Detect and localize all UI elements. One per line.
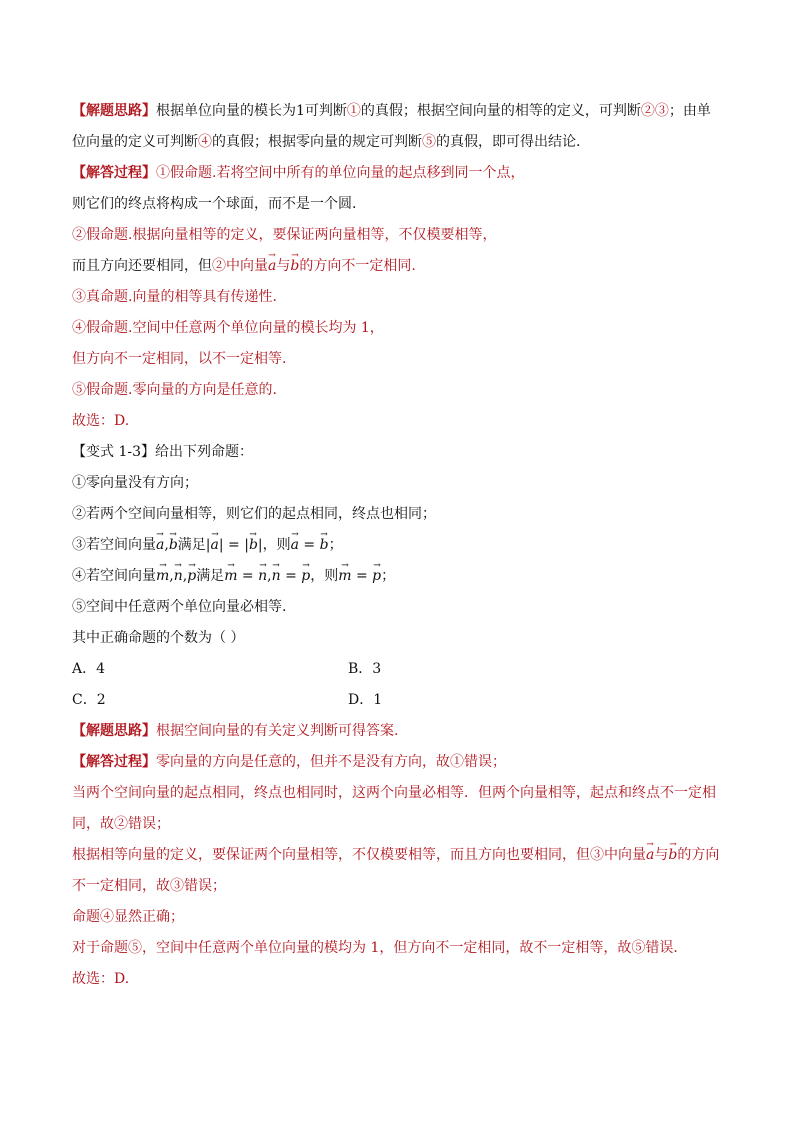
process-line-6: ④假命题.空间中任意两个单位向量的模长均为 1， [72,320,384,336]
statement-1: ①零向量没有方向； [72,475,198,491]
statement-2: ②若两个空间向量相等，则它们的起点相同，终点也相同； [72,506,436,522]
process-line-7: 但方向不一定相同，以不一定相等. [72,351,287,367]
process-b2-line-4: 命题④显然正确； [72,909,184,925]
option-d: D．1 [348,692,383,708]
statement-4: ④若空间向量→ m,→ n,→ p满足→ m = → n,→ n = → p，则→ m = → p； [72,561,724,592]
option-a: A．4 [72,661,106,677]
process-line-8: ⑤假命题.零向量的方向是任意的. [72,382,277,398]
section-label-think: 【解题思路】 [72,103,156,119]
process-line-3: ②假命题.根据向量相等的定义，要保证两向量相等，不仅模要相等， [72,227,497,243]
vector-a: → a [268,251,276,282]
think-line-1: 【解题思路】根据单位向量的模长为1可判断①的真假；根据空间向量的相等的定义，可判断②③；由单 [72,103,711,119]
process-b2-line-2: 当两个空间向量的起点相同，终点也相同时，这两个向量必相等．但两个向量相等，起点和终点不一定相同，故②错误； [72,785,716,832]
process-line-5: ③真命题.向量的相等具有传递性. [72,289,277,305]
vector-b: → b [290,251,299,282]
option-c: C．2 [72,692,106,708]
process-line-1: 【解答过程】①假命题.若将空间中所有的单位向量的起点移到同一个点， [72,165,525,181]
think-line-b2: 【解题思路】根据空间向量的有关定义判断可得答案. [72,723,399,739]
option-b: B．3 [348,661,382,677]
process-b2-line-1: 【解答过程】零向量的方向是任意的，但并不是没有方向，故①错误； [72,754,506,770]
process-line-2: 则它们的终点将构成一个球面，而不是一个圆. [72,196,357,212]
answer-line-1: 故选：D. [72,413,130,429]
process-line-4: 而且方向还要相同，但②中向量→ a与→ b的方向不一定相同. [72,251,724,282]
options-row-2 [72,685,724,716]
process-b2-line-3: 根据相等向量的定义，要保证两个向量相等，不仅模要相等，而且方向也要相同，但③中向量→ a与→ b的方向不一定相同，故③错误； [72,840,724,902]
statement-5: ⑤空间中任意两个单位向量必相等. [72,599,287,615]
process-b2-line-5: 对于命题⑤，空间中任意两个单位向量的模均为 1，但方向不一定相同，故不一定相等，故⑤错误． [72,940,688,956]
section-label-process: 【解答过程】 [72,165,156,181]
answer-line-2: 故选：D. [72,971,130,987]
statement-3: ③若空间向量→ a,→ b满足|→ a| = |→ b|，则→ a = → b； [72,530,724,561]
variant-title: 【变式 1-3】给出下列命题： [72,444,253,460]
options-row-1 [72,654,724,685]
document-page [72,96,724,995]
think-line-2: 位向量的定义可判断④的真假；根据零向量的规定可判断⑤的真假，即可得出结论. [72,134,581,150]
question: 其中正确命题的个数为（ ） [72,630,245,646]
